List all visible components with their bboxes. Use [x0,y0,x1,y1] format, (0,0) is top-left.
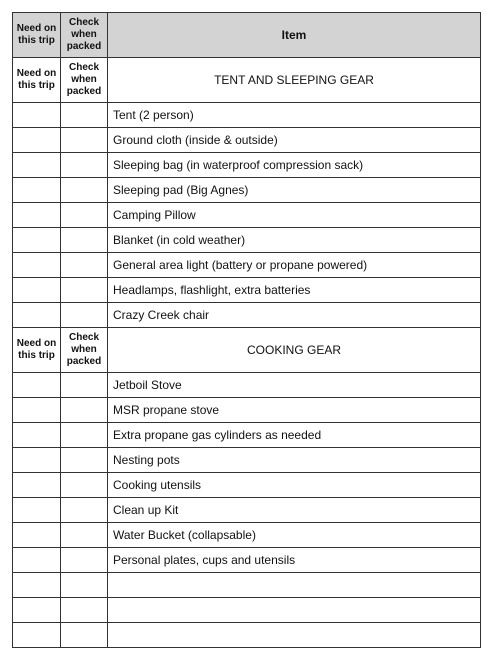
packed-checkbox-cell[interactable] [61,473,108,498]
checklist-row [13,423,481,448]
need-checkbox-cell[interactable] [13,253,61,278]
item-name: Sleeping pad (Big Agnes) [108,178,481,203]
packing-checklist-table [12,12,481,648]
checklist-row [13,398,481,423]
need-checkbox-cell[interactable] [13,448,61,473]
item-name: Crazy Creek chair [108,303,481,328]
need-column-header: Need on this trip [13,13,61,58]
item-name [108,598,481,623]
need-checkbox-cell[interactable] [13,573,61,598]
checklist-row [13,548,481,573]
section-need-label: Need on this trip [13,58,61,103]
section-header-row [13,58,481,103]
item-name: Blanket (in cold weather) [108,228,481,253]
section-header-row [13,328,481,373]
need-checkbox-cell[interactable] [13,373,61,398]
need-checkbox-cell[interactable] [13,548,61,573]
checklist-row [13,598,481,623]
checklist-row [13,623,481,648]
packed-checkbox-cell[interactable] [61,623,108,648]
section-need-label: Need on this trip [13,328,61,373]
need-checkbox-cell[interactable] [13,473,61,498]
checklist-row [13,253,481,278]
checklist-row [13,103,481,128]
packed-checkbox-cell[interactable] [61,523,108,548]
check-column-header: Check when packed [61,13,108,58]
packed-checkbox-cell[interactable] [61,153,108,178]
item-name: Water Bucket (collapsable) [108,523,481,548]
item-name: Nesting pots [108,448,481,473]
checklist-row [13,203,481,228]
item-name: Ground cloth (inside & outside) [108,128,481,153]
checklist-row [13,303,481,328]
need-checkbox-cell[interactable] [13,178,61,203]
section-title: TENT AND SLEEPING GEAR [108,58,481,103]
need-checkbox-cell[interactable] [13,423,61,448]
packed-checkbox-cell[interactable] [61,398,108,423]
checklist-row [13,228,481,253]
packed-checkbox-cell[interactable] [61,128,108,153]
item-name [108,623,481,648]
need-checkbox-cell[interactable] [13,598,61,623]
item-name: Personal plates, cups and utensils [108,548,481,573]
need-checkbox-cell[interactable] [13,523,61,548]
packed-checkbox-cell[interactable] [61,228,108,253]
checklist-row [13,523,481,548]
item-name: Extra propane gas cylinders as needed [108,423,481,448]
packed-checkbox-cell[interactable] [61,253,108,278]
section-check-label: Check when packed [61,328,108,373]
packed-checkbox-cell[interactable] [61,498,108,523]
checklist-row [13,448,481,473]
need-checkbox-cell[interactable] [13,398,61,423]
need-checkbox-cell[interactable] [13,498,61,523]
section-check-label: Check when packed [61,58,108,103]
checklist-row [13,153,481,178]
item-name: General area light (battery or propane powered) [108,253,481,278]
need-checkbox-cell[interactable] [13,103,61,128]
packed-checkbox-cell[interactable] [61,573,108,598]
checklist-row [13,498,481,523]
need-checkbox-cell[interactable] [13,128,61,153]
need-checkbox-cell[interactable] [13,153,61,178]
item-name: Clean up Kit [108,498,481,523]
packed-checkbox-cell[interactable] [61,278,108,303]
item-name [108,573,481,598]
packed-checkbox-cell[interactable] [61,548,108,573]
packed-checkbox-cell[interactable] [61,178,108,203]
checklist-row [13,278,481,303]
packed-checkbox-cell[interactable] [61,423,108,448]
packed-checkbox-cell[interactable] [61,448,108,473]
checklist-row [13,373,481,398]
packed-checkbox-cell[interactable] [61,203,108,228]
need-checkbox-cell[interactable] [13,203,61,228]
need-checkbox-cell[interactable] [13,278,61,303]
item-name: Tent (2 person) [108,103,481,128]
item-name: Cooking utensils [108,473,481,498]
item-name: Headlamps, flashlight, extra batteries [108,278,481,303]
packed-checkbox-cell[interactable] [61,103,108,128]
item-name: MSR propane stove [108,398,481,423]
item-column-header: Item [108,13,481,58]
table-header-row [13,13,481,58]
need-checkbox-cell[interactable] [13,228,61,253]
section-title: COOKING GEAR [108,328,481,373]
checklist-row [13,573,481,598]
item-name: Sleeping bag (in waterproof compression sack) [108,153,481,178]
need-checkbox-cell[interactable] [13,623,61,648]
item-name: Jetboil Stove [108,373,481,398]
checklist-row [13,178,481,203]
checklist-row [13,128,481,153]
packed-checkbox-cell[interactable] [61,303,108,328]
need-checkbox-cell[interactable] [13,303,61,328]
packed-checkbox-cell[interactable] [61,598,108,623]
checklist-row [13,473,481,498]
item-name: Camping Pillow [108,203,481,228]
packed-checkbox-cell[interactable] [61,373,108,398]
